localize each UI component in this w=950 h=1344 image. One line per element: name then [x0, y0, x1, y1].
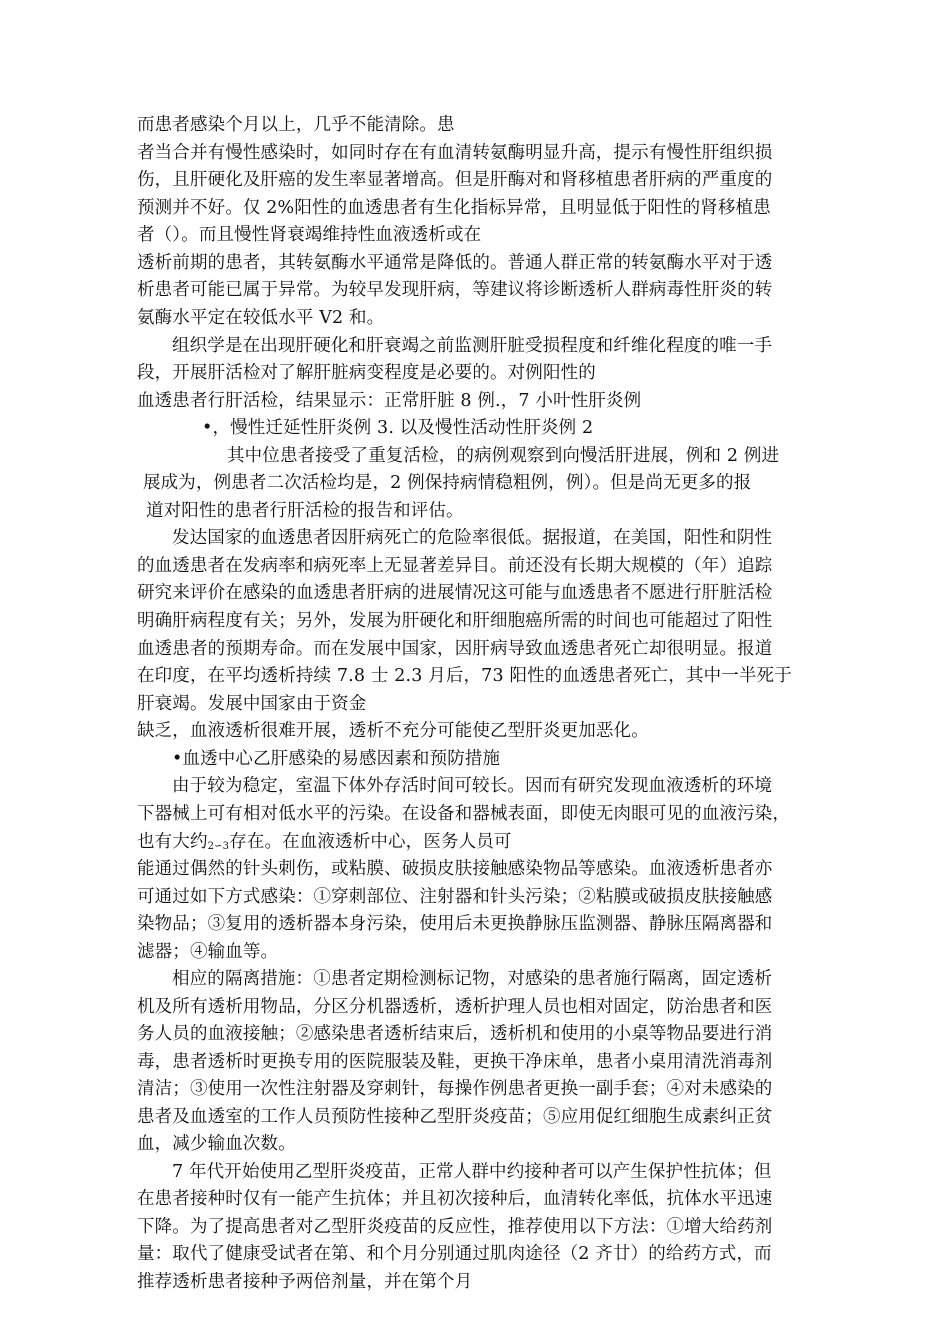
section-heading: •血透中心乙肝感染的易感因素和预防措施 — [172, 749, 501, 769]
text-line: 段，开展肝活检对了解肝脏病变程度是必要的。对例阳性的 — [137, 363, 596, 383]
text-line: 者（）。而且慢性肾衰竭维持性血液透析或在 — [137, 225, 482, 245]
text-segment: 存在。在血液透析中心，医务人员可 — [229, 832, 512, 852]
text-line: •，慢性迁延性肝炎例 3. 以及慢性活动性肝炎例 2 — [202, 418, 594, 438]
text-line: 7 年代开始使用乙型肝炎疫苗，正常人群中约接种者可以产生保护性抗体；但 — [172, 1162, 772, 1182]
text-line: 道对阳性的患者行肝活检的报告和评估。 — [146, 501, 464, 521]
text-line: 能通过偶然的针头刺伤，或粘膜、破损皮肤接触感染物品等感染。血液透析患者亦 — [137, 859, 773, 879]
text-segment: 也有大约 — [137, 832, 208, 852]
text-line: 毒，患者透析时更换专用的医院服装及鞋，更换干净床单，患者小桌用清洗消毒剂 — [137, 1052, 773, 1072]
text-line: 在患者接种时仅有一能产生抗体；并且初次接种后，血清转化率低，抗体水平迅速 — [137, 1189, 773, 1209]
text-line: 在印度，在平均透析持续 7.8 士 2.3 月后，73 阳性的血透患者死亡，其中一半死于 — [137, 666, 792, 686]
text-line: 缺乏，血液透析很难开展，透析不充分可能使乙型肝炎更加恶化。 — [137, 721, 649, 741]
text-line: 展成为，例患者二次活检均是，2 例保持病情稳粗例，例）。但是尚无更多的报 — [143, 473, 752, 493]
text-line: 务人员的血液接触；②感染患者透析结束后，透析机和使用的小桌等物品要进行消 — [137, 1024, 773, 1044]
text-line: 机及所有透析用物品，分区分机器透析，透析护理人员也相对固定，防治患者和医 — [137, 997, 773, 1017]
text-line: 者当合并有慢性感染时，如同时存在有血清转氨酶明显升高，提示有慢性肝组织损 — [137, 143, 773, 163]
text-line: 而患者感染个月以上，几乎不能清除。患 — [137, 115, 455, 135]
text-line: 氨酶水平定在较低水平 V2 和。 — [137, 308, 385, 328]
text-line: 的血透患者在发病率和病死率上无显著差异目。前还没有长期大规模的（年）追踪 — [137, 556, 773, 576]
text-line: 滤器；④输血等。 — [137, 942, 279, 962]
text-line: 伤，且肝硬化及肝癌的发生率显著增高。但是肝酶对和肾移植患者肝病的严重度的 — [137, 170, 773, 190]
text-line: 其中位患者接受了重复活检，的病例观察到向慢活肝进展，例和 2 例进 — [227, 446, 780, 466]
text-line: 下降。为了提高患者对乙型肝炎疫苗的反应性，推荐使用以下方法：①增大给药剂 — [137, 1217, 773, 1237]
text-line: 相应的隔离措施：①患者定期检测标记物，对感染的患者施行隔离，固定透析 — [172, 969, 773, 989]
text-line: 量：取代了健康受试者在第、和个月分别通过肌肉途径（2 齐廿）的给药方式，而 — [137, 1244, 772, 1264]
text-line: 推荐透析患者接种予两倍剂量，并在第个月 — [137, 1272, 473, 1292]
text-line: 肝衰竭。发展中国家由于资金 — [137, 694, 367, 714]
small-glyphs: 2∽3 — [207, 841, 230, 852]
text-line: 染物品；③复用的透析器本身污染，使用后未更换静脉压监测器、静脉压隔离器和 — [137, 914, 773, 934]
text-line: 下器械上可有相对低水平的污染。在设备和器械表面，即使无肉眼可见的血液污染， — [137, 804, 791, 824]
text-line: 预测并不好。仅 2%阳性的血透患者有生化指标异常，且明显低于阳性的肾移植患 — [137, 198, 771, 218]
text-line: 患者及血透室的工作人员预防性接种乙型肝炎疫苗；⑤应用促红细胞生成素纠正贫 — [137, 1107, 773, 1127]
text-line: 发达国家的血透患者因肝病死亡的危险率很低。据报道，在美国，阳性和阴性 — [172, 528, 773, 548]
text-line: 研究来评价在感染的血透患者肝病的进展情况这可能与血透患者不愿进行肝脏活检 — [137, 583, 773, 603]
text-line: 由于较为稳定，室温下体外存活时间可较长。因而有研究发现血液透析的环境 — [172, 776, 773, 796]
text-line: 明确肝病程度有关；另外，发展为肝硬化和肝细胞癌所需的时间也可能超过了阳性 — [137, 611, 773, 631]
text-line: 血透患者的预期寿命。而在发展中国家，因肝病导致血透患者死亡却很明显。报道 — [137, 639, 773, 659]
text-line: 透析前期的患者，其转氨酶水平通常是降低的。普通人群正常的转氨酶水平对于透 — [137, 253, 773, 273]
text-line — [137, 829, 512, 859]
text-line: 血，减少输血次数。 — [137, 1134, 296, 1154]
text-line: 组织学是在出现肝硬化和肝衰竭之前监测肝脏受损程度和纤维化程度的唯一手 — [172, 336, 773, 356]
text-line: 血透患者行肝活检，结果显示：正常肝脏 8 例.，7 小叶性肝炎例 — [137, 391, 642, 411]
text-line: 可通过如下方式感染：①穿刺部位、注射器和针头污染；②粘膜或破损皮肤接触感 — [137, 887, 773, 907]
text-line: 清洁；③使用一次性注射器及穿刺针，每操作例患者更换一副手套；④对未感染的 — [137, 1079, 773, 1099]
text-line: 析患者可能已属于异常。为较早发现肝病，等建议将诊断透析人群病毒性肝炎的转 — [137, 280, 773, 300]
